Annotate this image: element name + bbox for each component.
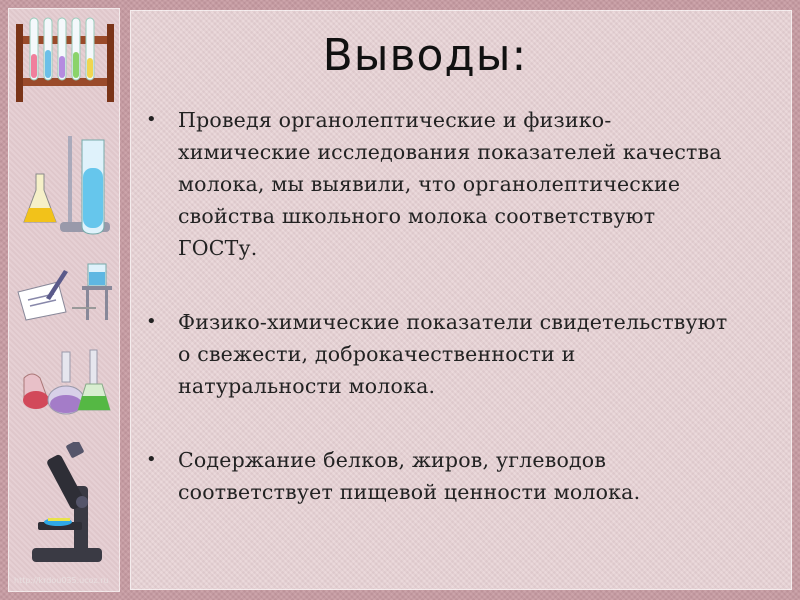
microscope-icon (24, 442, 110, 566)
bullet-icon: • (146, 311, 157, 332)
bullet-text: Физико-химические показатели свидетельствуют о свежести, доброкачественности и натуральности молока. (178, 310, 728, 398)
bullet-text: Содержание белков, жиров, углеводов соответствует пищевой ценности молока. (178, 448, 641, 504)
list-item (142, 444, 732, 508)
slide-title: Выводы: (322, 30, 528, 81)
footer-url[interactable]: http://krdou035.ucoz.ru (14, 576, 109, 585)
colored-flasks-icon (18, 348, 114, 418)
bullet-icon: • (146, 449, 157, 470)
bullet-icon: • (146, 109, 157, 130)
list-item (142, 306, 732, 402)
writing-lab-icon (14, 258, 114, 324)
lab-flasks-icon (22, 130, 118, 238)
bullet-text: Проведя органолептические и физико-химические исследования показателей качества молока, мы выявили, что органолептические свойства школьного молока соответствуют ГОСТу. (178, 108, 722, 260)
conclusions-list (142, 104, 732, 508)
list-item (142, 104, 732, 264)
test-tube-rack-icon (12, 14, 118, 102)
